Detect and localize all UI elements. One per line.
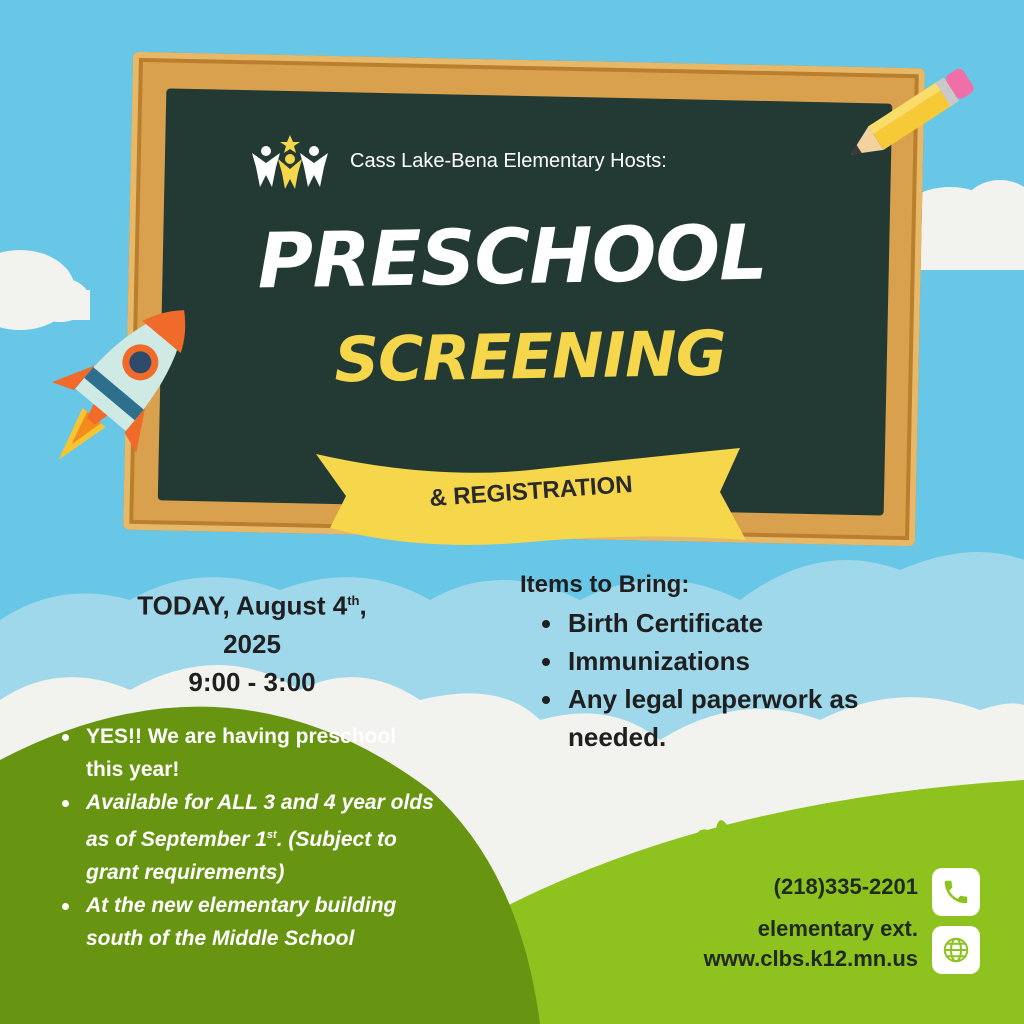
info-item: At the new elementary building south of the Middle School [58,889,438,955]
school-kids-logo [248,133,332,189]
event-date: TODAY, August 4th, [137,590,367,621]
items-list [520,604,920,756]
title-screening: SCREENING [333,316,727,397]
phone-extension: elementary ext. [757,916,918,941]
items-to-bring [520,566,920,756]
contact-block [704,872,918,974]
host-line [248,136,667,186]
phone-icon[interactable] [932,868,980,916]
info-item: YES!! We are having preschool this year! [58,720,438,786]
list-item: Any legal paperwork as needed. [520,680,920,756]
website: www.clbs.k12.mn.us [703,946,918,971]
event-year: 2025 [223,628,281,659]
info-list [58,720,438,955]
host-text: Cass Lake-Bena Elementary Hosts: [350,149,667,172]
list-item: Birth Certificate [520,604,920,642]
ribbon-label: & REGISTRATION [428,470,634,513]
info-item: Available for ALL 3 and 4 year olds as of September 1st. (Subject to grant requirements) [58,786,438,889]
pencil-icon [832,66,982,170]
globe-icon[interactable] [932,926,980,974]
event-date-block [80,582,424,701]
event-time: 9:00 - 3:00 [188,666,316,697]
phone-number: (218)335-2201 [773,874,918,899]
list-item: Immunizations [520,642,920,680]
items-heading: Items to Bring: [520,571,690,598]
title-preschool: PRESCHOOL [256,207,768,306]
